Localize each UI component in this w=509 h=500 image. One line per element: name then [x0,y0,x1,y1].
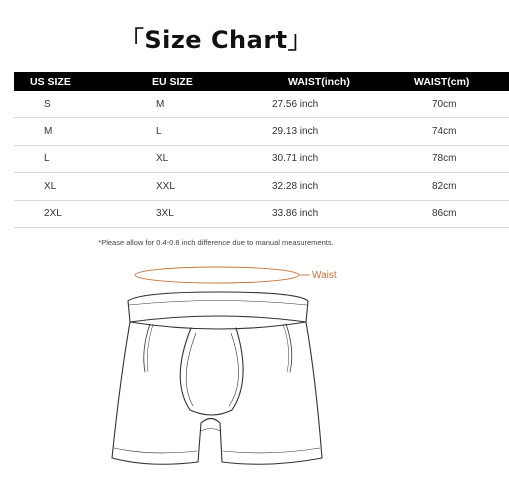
header-waist-cm: WAIST(cm) [406,72,509,91]
cell-eu-size: L [126,118,248,145]
cell-eu-size: M [126,91,248,118]
cell-us-size: S [14,91,126,118]
waist-measure-ellipse [135,267,299,283]
measurement-note: *Please allow for 0.4-0.8 inch difference due to manual measurements. [98,238,334,247]
cell-waist-inch: 33.86 inch [248,200,406,227]
cell-waist-cm: 74cm [406,118,509,145]
cell-waist-inch: 30.71 inch [248,145,406,172]
cell-us-size: XL [14,173,126,200]
cell-waist-cm: 86cm [406,200,509,227]
cell-waist-inch: 27.56 inch [248,91,406,118]
cell-waist-cm: 78cm [406,145,509,172]
cell-waist-cm: 82cm [406,173,509,200]
cell-waist-inch: 29.13 inch [248,118,406,145]
waist-label: Waist [312,270,337,281]
header-waist-inch: WAIST(inch) [248,72,406,91]
shorts-outline [112,292,322,464]
cell-us-size: 2XL [14,200,126,227]
cell-eu-size: 3XL [126,200,248,227]
size-chart-title: 「Size Chart」 [119,26,313,54]
header-eu-size: EU SIZE [126,72,248,91]
cell-us-size: M [14,118,126,145]
cell-us-size: L [14,145,126,172]
cell-waist-cm: 70cm [406,91,509,118]
cell-eu-size: XL [126,145,248,172]
cell-eu-size: XXL [126,173,248,200]
cell-waist-inch: 32.28 inch [248,173,406,200]
header-us-size: US SIZE [14,72,126,91]
